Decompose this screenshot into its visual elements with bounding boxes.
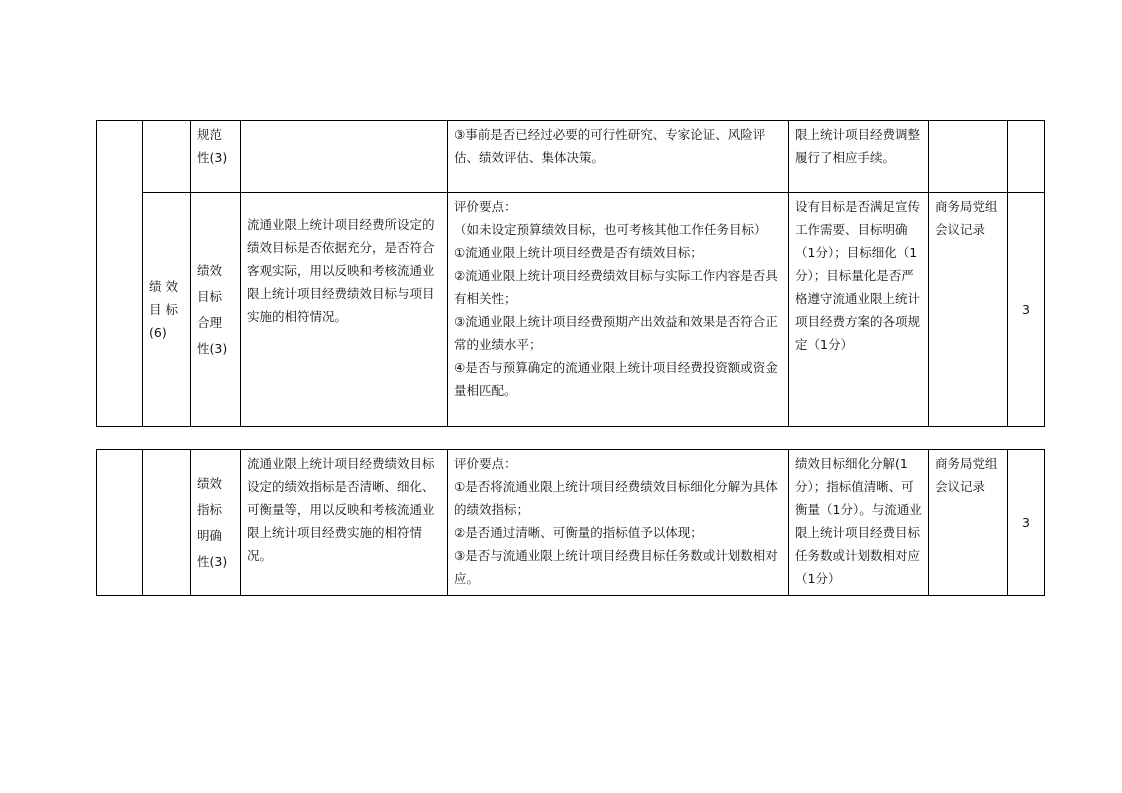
score-cell: 3 bbox=[1008, 450, 1045, 596]
points-title: 评价要点： bbox=[454, 456, 517, 471]
score-cell bbox=[1008, 121, 1045, 193]
score-cell: 3 bbox=[1008, 193, 1045, 427]
point-item: ③流通业限上统计项目经费预期产出效益和效果是否符合正常的业绩水平； bbox=[454, 314, 778, 352]
scoring-standard-cell: 绩效目标细化分解(1分）；指标值清晰、可衡量（1分）。与流通业限上统计项目经费目标任务数或计划数相对应（1分） bbox=[789, 450, 929, 596]
sub-indicator-cell: 绩效指标明确性(3) bbox=[191, 450, 241, 596]
point-item: ④是否与预算确定的流通业限上统计项目经费投资额或资金量相匹配。 bbox=[454, 360, 778, 398]
evidence-cell bbox=[929, 121, 1008, 193]
indicator-cell: 绩 效 目 标(6) bbox=[143, 193, 191, 427]
description-cell bbox=[241, 121, 448, 193]
point-item: ②是否通过清晰、可衡量的指标值予以体现； bbox=[454, 525, 703, 540]
indicator-cell bbox=[143, 121, 191, 193]
points-title: 评价要点： bbox=[454, 199, 517, 214]
evidence-cell: 商务局党组会议记录 bbox=[929, 450, 1008, 596]
indicator-cell bbox=[143, 450, 191, 596]
point-item: ①是否将流通业限上统计项目经费绩效目标细化分解为具体的绩效指标； bbox=[454, 479, 778, 517]
evaluation-table-2 bbox=[96, 449, 1045, 596]
evaluation-points-cell bbox=[448, 193, 789, 427]
description-cell: 流通业限上统计项目经费绩效目标设定的绩效指标是否清晰、细化、可衡量等，用以反映和考核流通业限上统计项目经费实施的相符情况。 bbox=[241, 450, 448, 596]
evaluation-points-cell bbox=[448, 450, 789, 596]
table-row bbox=[97, 121, 1045, 193]
evaluation-points-cell: ③事前是否已经过必要的可行性研究、专家论证、风险评估、绩效评估、集体决策。 bbox=[448, 121, 789, 193]
point-item: ③是否与流通业限上统计项目经费目标任务数或计划数相对应。 bbox=[454, 548, 778, 586]
point-item: ①流通业限上统计项目经费是否有绩效目标； bbox=[454, 245, 703, 260]
sub-indicator-cell: 规范性(3) bbox=[191, 121, 241, 193]
description-cell: 流通业限上统计项目经费所设定的绩效目标是否依据充分，是否符合客观实际，用以反映和考核流通业限上统计项目经费绩效目标与项目实施的相符情况。 bbox=[241, 193, 448, 427]
category-cell bbox=[97, 121, 143, 427]
scoring-standard-cell: 限上统计项目经费调整履行了相应手续。 bbox=[789, 121, 929, 193]
category-cell bbox=[97, 450, 143, 596]
scoring-standard-cell: 设有目标是否满足宣传工作需要、目标明确（1分）；目标细化（1分）；目标量化是否严格遵守流通业限上统计项目经费方案的各项规定（1分） bbox=[789, 193, 929, 427]
evaluation-table-1 bbox=[96, 120, 1045, 427]
evidence-cell: 商务局党组会议记录 bbox=[929, 193, 1008, 427]
table-row bbox=[97, 450, 1045, 596]
point-item: （如未设定预算绩效目标，也可考核其他工作任务目标） bbox=[454, 222, 767, 237]
table-row bbox=[97, 193, 1045, 427]
point-item: ②流通业限上统计项目经费绩效目标与实际工作内容是否具有相关性； bbox=[454, 268, 778, 306]
sub-indicator-cell: 绩效目标合理性(3) bbox=[191, 193, 241, 427]
